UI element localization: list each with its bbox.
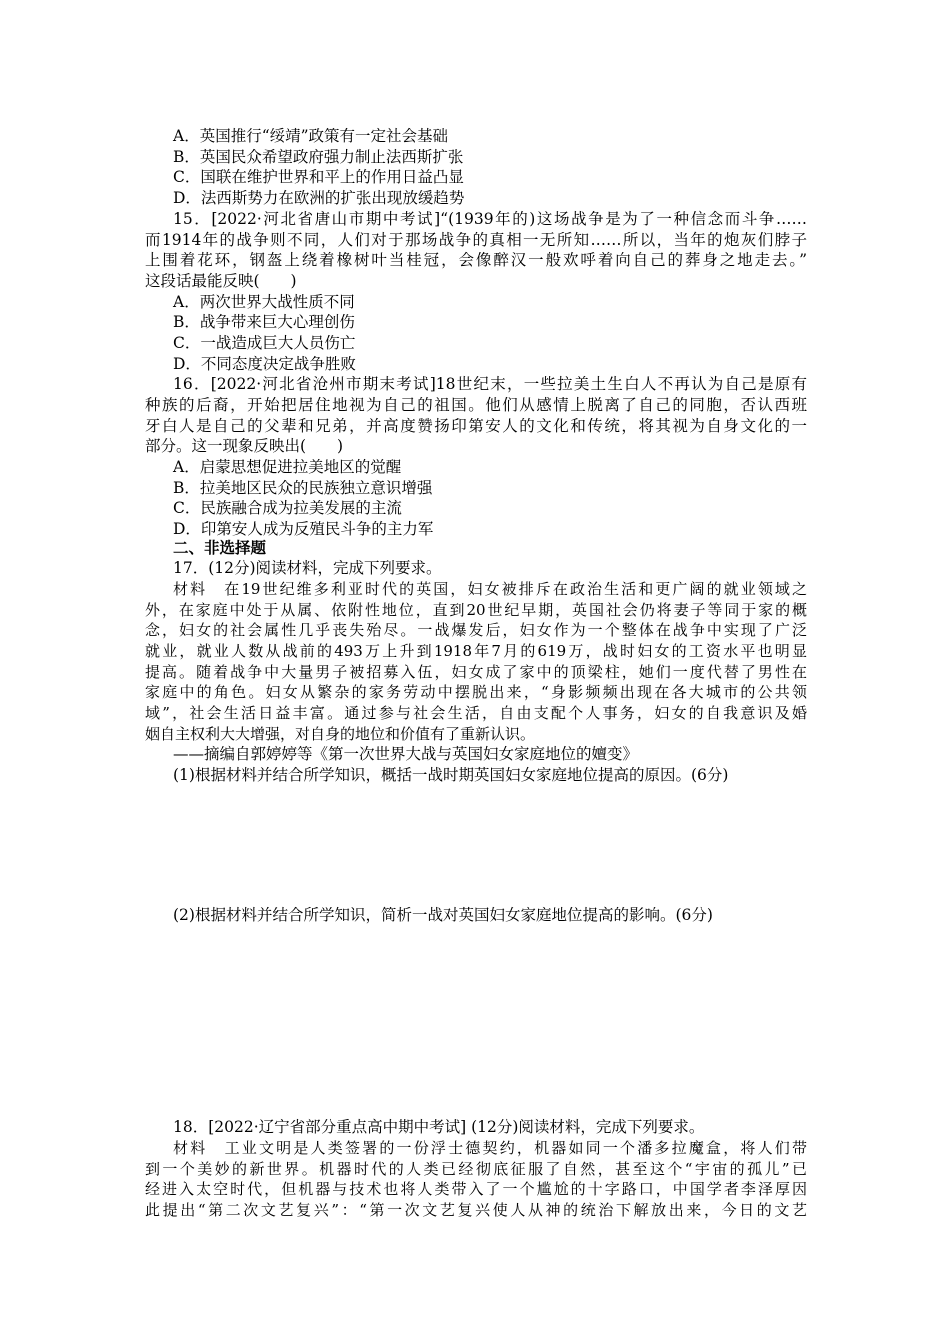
q14-option-c: C．国联在维护世界和平上的作用日益凸显 <box>173 168 464 186</box>
q15-option-a: A．两次世界大战性质不同 <box>173 293 355 311</box>
q18-material-line: 材料 工业文明是人类签署的一份浮士德契约，机器如同一个潘多拉魔盒，将人们带 <box>173 1139 807 1157</box>
q17-material-line: 材料 在19世纪维多利亚时代的英国，妇女被排斥在政治生活和更广阔的就业领域之 <box>173 580 807 598</box>
q15-option-c: C．一战造成巨大人员伤亡 <box>173 334 356 352</box>
q18-intro: 18．[2022·辽宁省部分重点高中期中考试] (12分)阅读材料，完成下列要求。 <box>173 1118 705 1136</box>
q17-source: ——摘编自郭婷婷等《第一次世界大战与英国妇女家庭地位的嬗变》 <box>173 745 639 763</box>
q14-option-a: A．英国推行“绥靖”政策有一定社会基础 <box>173 127 449 145</box>
q14-option-d: D．法西斯势力在欧洲的扩张出现放缓趋势 <box>173 189 465 207</box>
q18-material-line: 此提出“第二次文艺复兴”：“第一次文艺复兴使人从神的统治下解放出来，今日的文艺 <box>145 1201 807 1219</box>
q15-stem-line: 15．[2022·河北省唐山市期中考试]“(1939年的)这场战争是为了一种信念而斗争…… <box>173 210 807 228</box>
q16-option-c: C．民族融合成为拉美发展的主流 <box>173 499 402 517</box>
q17-subquestion-1: (1)根据材料并结合所学知识，概括一战时期英国妇女家庭地位提高的原因。(6分) <box>173 766 729 784</box>
q17-material-line: 就业，就业人数从战前的493万上升到1918年7月的619万，战时妇女的工资水平也明显 <box>145 642 807 660</box>
q16-stem-line: 牙白人是自己的父辈和兄弟，并高度赞扬印第安人的文化和传统，将其视为自身文化的一 <box>145 417 807 435</box>
q15-stem-line: 而1914年的战争则不同，人们对于那场战争的真相一无所知……所以，当年的炮灰们脖子 <box>145 231 807 249</box>
q15-option-b: B．战争带来巨大心理创伤 <box>173 313 355 331</box>
q15-stem-line: 上围着花环，钢盔上绕着橡树叶当桂冠，会像醉汉一般欢呼着向自己的葬身之地走去。” <box>145 251 807 269</box>
q16-option-a: A．启蒙思想促进拉美地区的觉醒 <box>173 458 402 476</box>
q17-intro: 17．(12分)阅读材料，完成下列要求。 <box>173 559 442 577</box>
q14-option-b: B．英国民众希望政府强力制止法西斯扩张 <box>173 148 464 166</box>
q18-material-line: 经进入太空时代，但机器与技术也将人类带入了一个尴尬的十字路口，中国学者李泽厚因 <box>145 1180 807 1198</box>
q17-material-line: 提高。随着战争中大量男子被招募入伍，妇女成了家中的顶梁柱，她们一度代替了男性在 <box>145 663 807 681</box>
q16-option-b: B．拉美地区民众的民族独立意识增强 <box>173 479 433 497</box>
q16-stem-line: 种族的后裔，开始把居住地视为自己的祖国。他们从感情上脱离了自己的同胞，否认西班 <box>145 396 807 414</box>
q17-material-line: 家庭中的角色。妇女从繁杂的家务劳动中摆脱出来，“身影频频出现在各大城市的公共领 <box>145 683 807 701</box>
q17-subquestion-2: (2)根据材料并结合所学知识，简析一战对英国妇女家庭地位提高的影响。(6分) <box>173 906 713 924</box>
q16-stem-line: 16．[2022·河北省沧州市期末考试]18世纪末，一些拉美土生白人不再认为自己是原有 <box>173 375 807 393</box>
q16-stem-line: 部分。这一现象反映出( ) <box>145 437 344 455</box>
q17-material-line: 念，妇女的社会属性几乎丧失殆尽。一战爆发后，妇女作为一个整体在战争中实现了广泛 <box>145 621 807 639</box>
q16-option-d: D．印第安人成为反殖民斗争的主力军 <box>173 520 434 538</box>
q17-material-line: 域”，社会生活日益丰富。通过参与社会生活，自由支配个人事务，妇女的自我意识及婚 <box>145 704 807 722</box>
q15-option-d: D．不同态度决定战争胜败 <box>173 355 356 373</box>
q17-material-line: 外，在家庭中处于从属、依附性地位，直到20世纪早期，英国社会仍将妻子等同于家的概 <box>145 601 807 619</box>
q17-material-line: 姻自主权利大大增强，对自身的地位和价值有了重新认识。 <box>145 725 536 743</box>
q18-material-line: 到一个美妙的新世界。机器时代的人类已经彻底征服了自然，甚至这个“宇宙的孤儿”已 <box>145 1160 807 1178</box>
section-title: 二、非选择题 <box>173 538 267 557</box>
q15-stem-line: 这段话最能反映( ) <box>145 272 297 290</box>
